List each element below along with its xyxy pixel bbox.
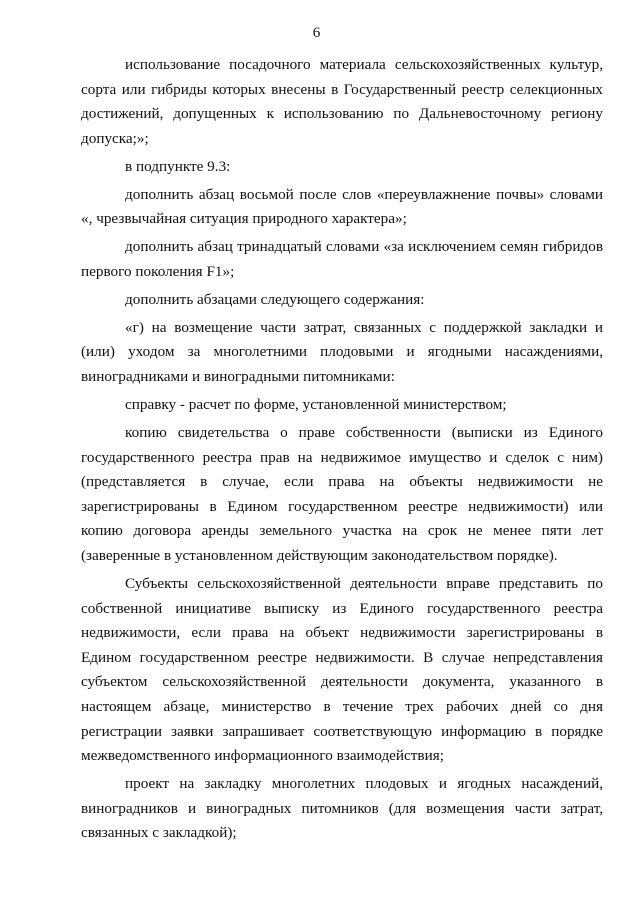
paragraph-amend-eighth: дополнить абзац восьмой после слов «переувлажнение почвы» словами «, чрезвычайная ситуация природного характера»;	[81, 185, 603, 228]
paragraph-planting-project: проект на закладку многолетних плодовых и ягодных насаждений, виноградников и виноградных питомников (для возмещения части затрат, связанных с закладкой);	[81, 775, 603, 842]
paragraph-ownership-certificate: копию свидетельства о праве собственности (выписки из Единого государственного реестра прав на недвижимое имущество и сделок с ним) (представляется в случае, если права на объекты недвижимости не зарегистрированы в Едином государственном реестре недвижимости) или копию договора аренды земельного участка на срок не менее пяти лет (заверенные в установленном действующим законодательством порядке).	[81, 424, 603, 565]
paragraph-item-g: «г) на возмещение части затрат, связанных с поддержкой закладки и (или) уходом за многолетними плодовыми и ягодными насаждениями, виноградниками и виноградными питомниками:	[81, 318, 603, 386]
paragraph-planting-material: использование посадочного материала сельскохозяйственных культур, сорта или гибриды которых внесены в Государственный реестр селекционных достижений, допущенных к использованию по Дальневосточному региону допуска;»;	[81, 56, 603, 147]
paragraph-calculation-certificate: справку - расчет по форме, установленной министерством;	[125, 396, 507, 414]
document-body	[81, 53, 603, 849]
paragraph-subpoint-9-3: в подпункте 9.3:	[125, 157, 231, 175]
paragraph-registry-extract: Субъекты сельскохозяйственной деятельности вправе представить по собственной инициативе выписку из Единого государственного реестра недвижимости, если права на объект недвижимости зарегистрированы в Едином государственном реестре недвижимости. В случае непредставления субъектом сельскохозяйственной деятельности документа, указанного в настоящем абзаце, министерство в течение трех рабочих дней со дня регистрации заявки запрашивает соответствующую информацию в порядке межведомственного информационного взаимодействия;	[81, 575, 603, 765]
paragraph-add-paragraphs: дополнить абзацами следующего содержания:	[125, 290, 425, 308]
page-number: 6	[312, 24, 321, 41]
paragraph-amend-thirteenth: дополнить абзац тринадцатый словами «за исключением семян гибридов первого поколения F1»;	[81, 238, 603, 280]
